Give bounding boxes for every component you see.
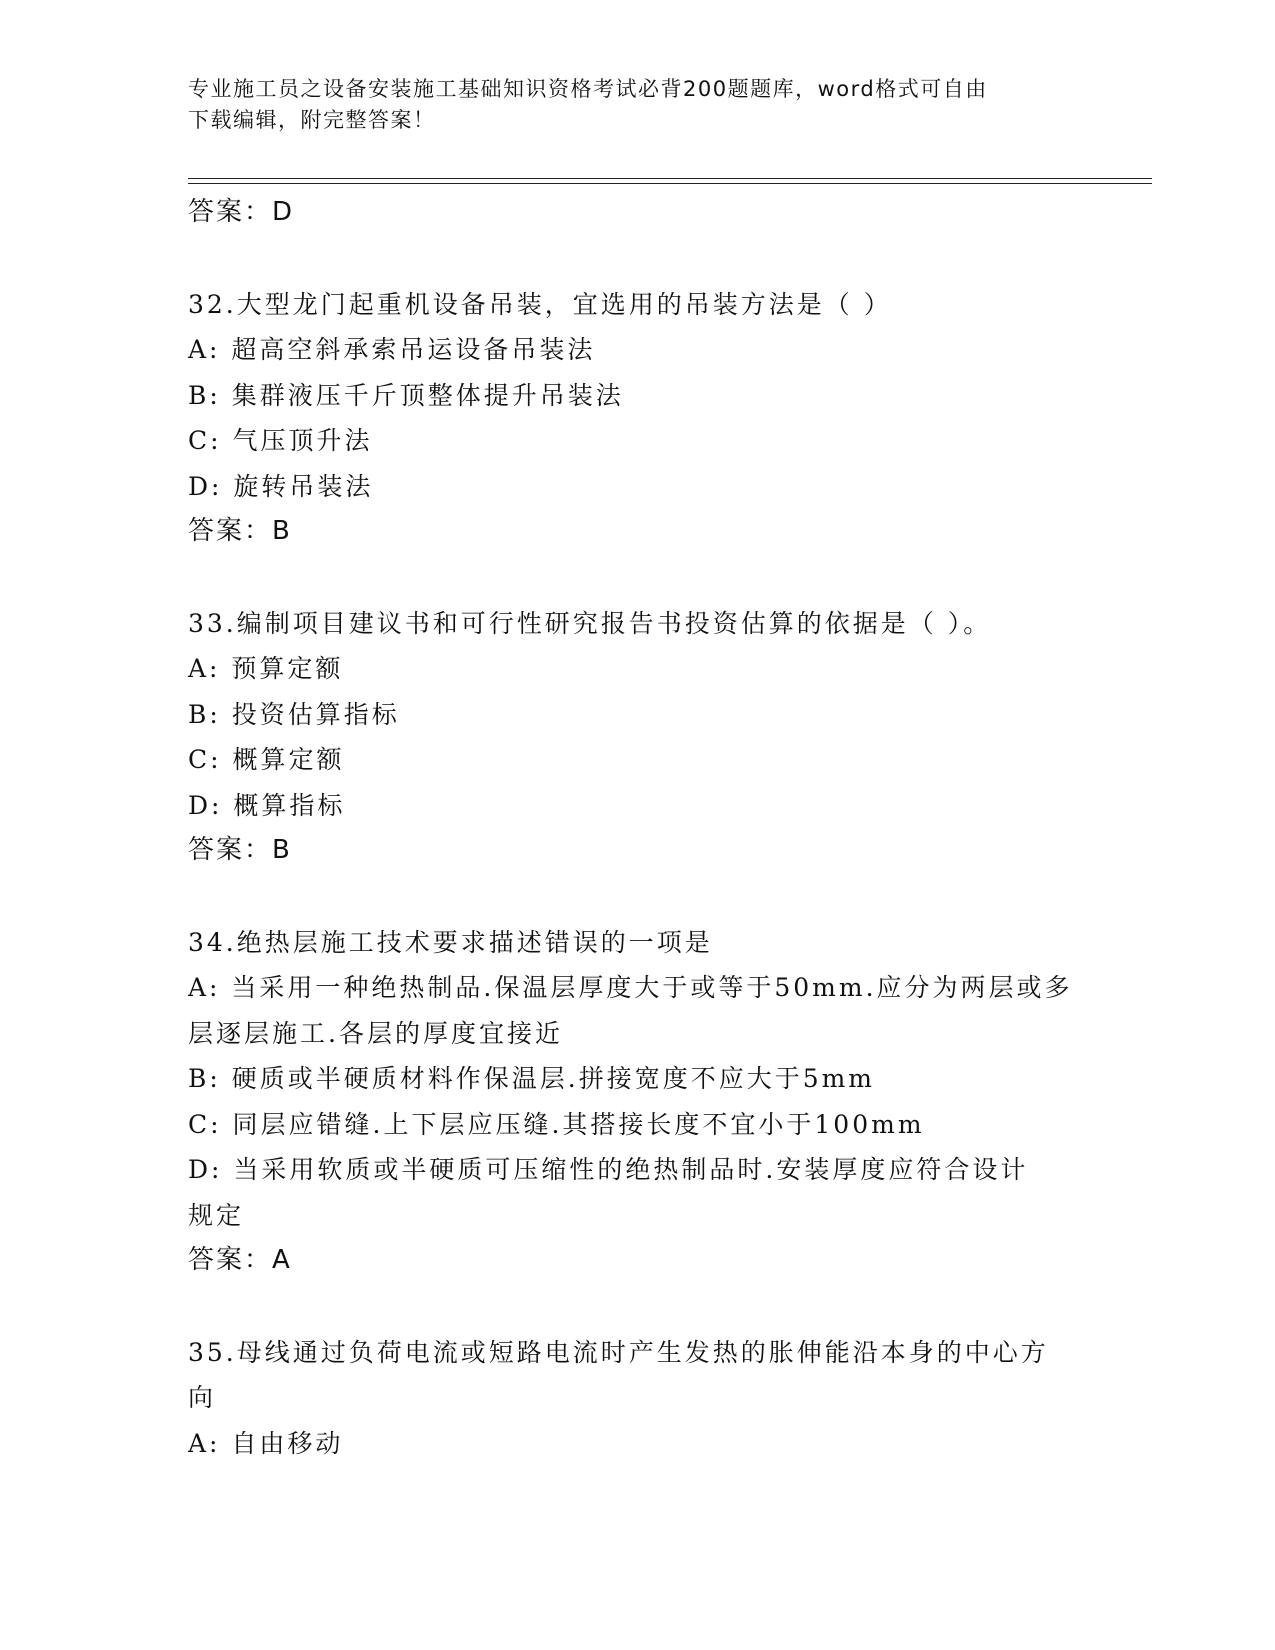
question-35-line-1: 35.母线通过负荷电流或短路电流时产生发热的胀伸能沿本身的中心方 xyxy=(188,1337,1049,1367)
header-line-2: 下载编辑，附完整答案！ xyxy=(188,108,436,132)
answer-34: 答案：A xyxy=(188,1245,292,1275)
option-32-d: D: 旋转吊装法 xyxy=(188,471,374,501)
option-32-b: B: 集群液压千斤顶整体提升吊装法 xyxy=(188,380,624,410)
question-34: 34.绝热层施工技术要求描述错误的一项是 xyxy=(188,927,713,957)
spacer xyxy=(188,1284,1088,1330)
option-34-d-line-2: 规定 xyxy=(188,1200,245,1230)
option-32-c: C: 气压顶升法 xyxy=(188,426,373,455)
header-rule-bottom xyxy=(188,183,1152,184)
header-line-1: 专业施工员之设备安装施工基础知识资格考试必背200题题库，word格式可自由 xyxy=(188,77,988,101)
option-33-a: A: 预算定额 xyxy=(188,654,344,683)
question-35-line-2: 向 xyxy=(188,1383,217,1412)
spacer xyxy=(188,874,1088,920)
option-33-b: B: 投资估算指标 xyxy=(188,699,400,729)
option-34-c: C: 同层应错缝.上下层应压缝.其搭接长度不宜小于100mm xyxy=(188,1109,925,1139)
spacer xyxy=(188,555,1088,601)
document-header xyxy=(188,74,1088,136)
question-32: 32.大型龙门起重机设备吊装，宜选用的吊装方法是（ ） xyxy=(188,289,892,319)
option-34-a-line-1: A: 当采用一种绝热制品.保温层厚度大于或等于50mm.应分为两层或多 xyxy=(188,973,1073,1002)
option-35-a: A: 自由移动 xyxy=(188,1428,344,1458)
question-33: 33.编制项目建议书和可行性研究报告书投资估算的依据是（ ）。 xyxy=(188,608,992,638)
answer-31: 答案：D xyxy=(188,197,295,227)
answer-32: 答案：B xyxy=(188,516,292,546)
question-content xyxy=(188,190,1088,1466)
answer-33: 答案：B xyxy=(188,835,292,865)
option-33-d: D: 概算指标 xyxy=(188,790,346,820)
option-34-d-line-1: D: 当采用软质或半硬质可压缩性的绝热制品时.安装厚度应符合设计 xyxy=(188,1155,1029,1184)
spacer xyxy=(188,236,1088,282)
option-34-b: B: 硬质或半硬质材料作保温层.拼接宽度不应大于5mm xyxy=(188,1064,876,1093)
option-33-c: C: 概算定额 xyxy=(188,745,345,774)
option-34-a-line-2: 层逐层施工.各层的厚度宜接近 xyxy=(188,1018,563,1048)
option-32-a: A: 超高空斜承索吊运设备吊装法 xyxy=(188,335,596,364)
header-rule-top xyxy=(188,178,1152,179)
